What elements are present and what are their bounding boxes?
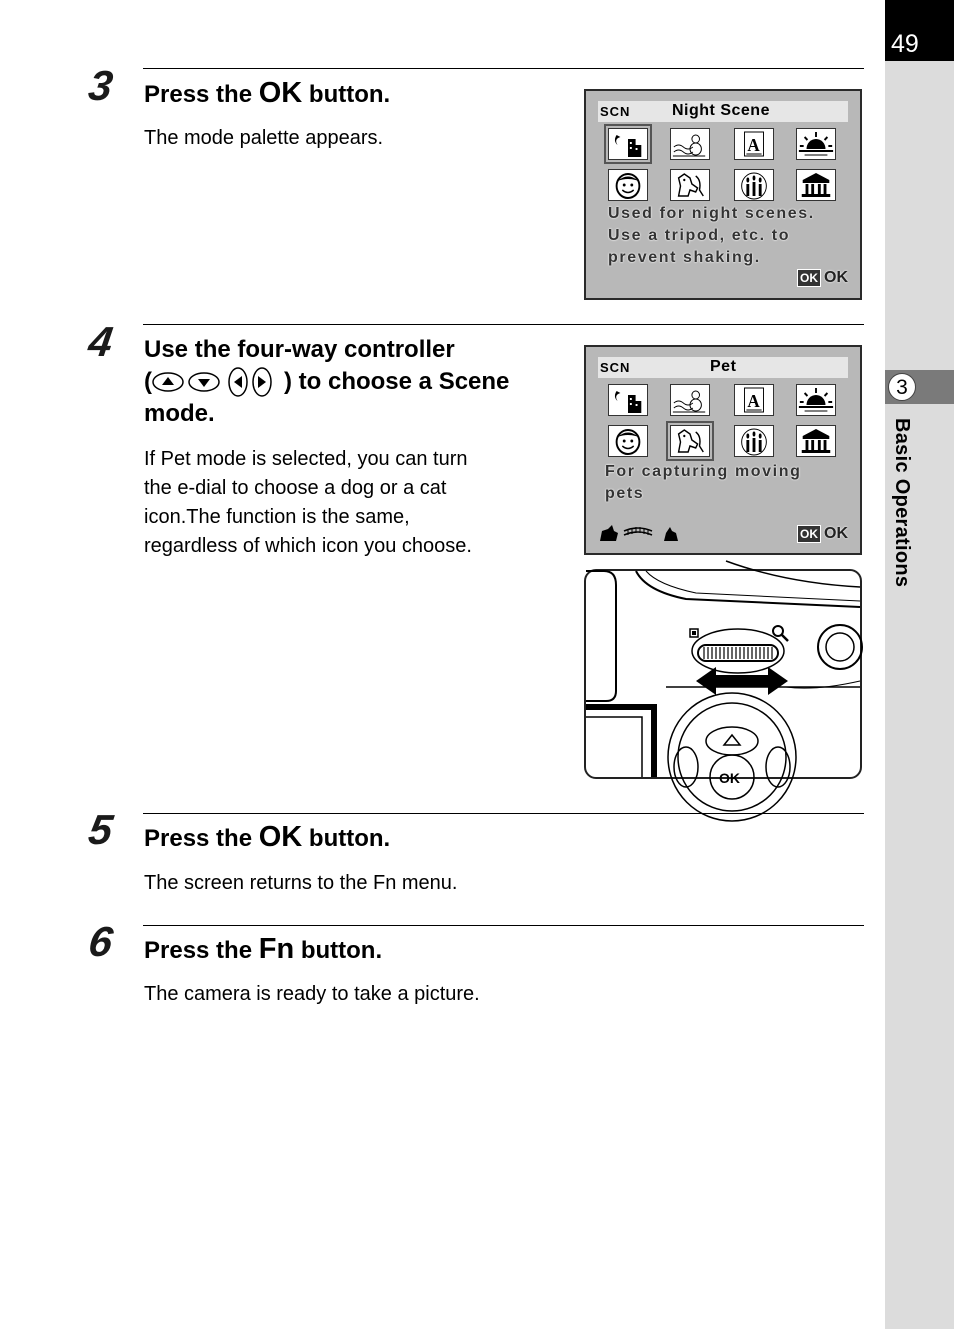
four-way-controller-icon: [152, 367, 284, 397]
night-scene-icon[interactable]: [608, 128, 648, 160]
step-divider: [143, 925, 864, 926]
ok-key-glyph: OK: [258, 821, 303, 853]
lcd-description: Used for night scenes. Use a tripod, etc. to prevent shaking.: [608, 205, 815, 266]
chapter-number: 3: [888, 373, 916, 401]
page-number: 49: [885, 0, 954, 61]
scn-label: SCN: [600, 104, 631, 119]
surf-snow-icon[interactable]: [670, 384, 710, 416]
museum-icon[interactable]: [796, 169, 836, 201]
side-tab: [885, 0, 954, 1329]
scn-label: SCN: [600, 360, 631, 375]
ok-indicator: OK OK: [797, 525, 848, 543]
kids-icon[interactable]: [608, 169, 648, 201]
pet-icon[interactable]: [670, 425, 710, 457]
text-icon[interactable]: [734, 384, 774, 416]
fn-key-glyph: Fn: [258, 933, 295, 965]
step-heading: Press the OK button.: [144, 821, 391, 853]
step-text: The screen returns to the Fn menu.: [144, 872, 458, 894]
step-divider: [143, 813, 864, 814]
chapter-title: Basic Operations: [891, 418, 913, 588]
museum-icon[interactable]: [796, 425, 836, 457]
step-text: The mode palette appears.: [144, 127, 384, 149]
lcd-night-scene: [584, 89, 862, 300]
step-number: 3: [85, 62, 115, 109]
sunset-icon[interactable]: [796, 128, 836, 160]
kids-icon[interactable]: [608, 425, 648, 457]
candlelight-icon[interactable]: [734, 169, 774, 201]
e-dial-pet-icon: [598, 523, 684, 545]
lcd-description: For capturing moving pets: [605, 463, 802, 502]
camera-back-illustration: [584, 569, 862, 786]
step-number: 4: [85, 318, 115, 365]
step-number: 6: [85, 918, 115, 965]
night-scene-icon[interactable]: [608, 384, 648, 416]
lcd-pet: [584, 345, 862, 555]
ok-key-glyph: OK: [258, 77, 303, 109]
surf-snow-icon[interactable]: [670, 128, 710, 160]
ok-indicator: OK OK: [797, 269, 848, 287]
step-number: 5: [85, 806, 115, 853]
text-icon[interactable]: [734, 128, 774, 160]
candlelight-icon[interactable]: [734, 425, 774, 457]
step-divider: [143, 324, 864, 325]
pet-icon[interactable]: [670, 169, 710, 201]
svg-text:A: A: [747, 134, 760, 156]
step-text: If Pet mode is selected, you can turn the e-dial to choose a dog or a cat icon.The function is the same, regardless of which icon you choose.: [144, 448, 472, 557]
ok-button-label: OK: [719, 770, 740, 786]
step-divider: [143, 68, 864, 69]
step-heading: Press the Fn button.: [144, 933, 383, 965]
sunset-icon[interactable]: [796, 384, 836, 416]
step-text: The camera is ready to take a picture.: [144, 983, 480, 1005]
lcd-title: Night Scene: [672, 102, 770, 119]
svg-text:A: A: [747, 390, 760, 412]
lcd-title: Pet: [710, 358, 737, 375]
step-heading: Use the four-way controller ( ) to choose a Scene mode.: [144, 336, 510, 427]
step-heading: Press the OK button.: [144, 77, 391, 109]
